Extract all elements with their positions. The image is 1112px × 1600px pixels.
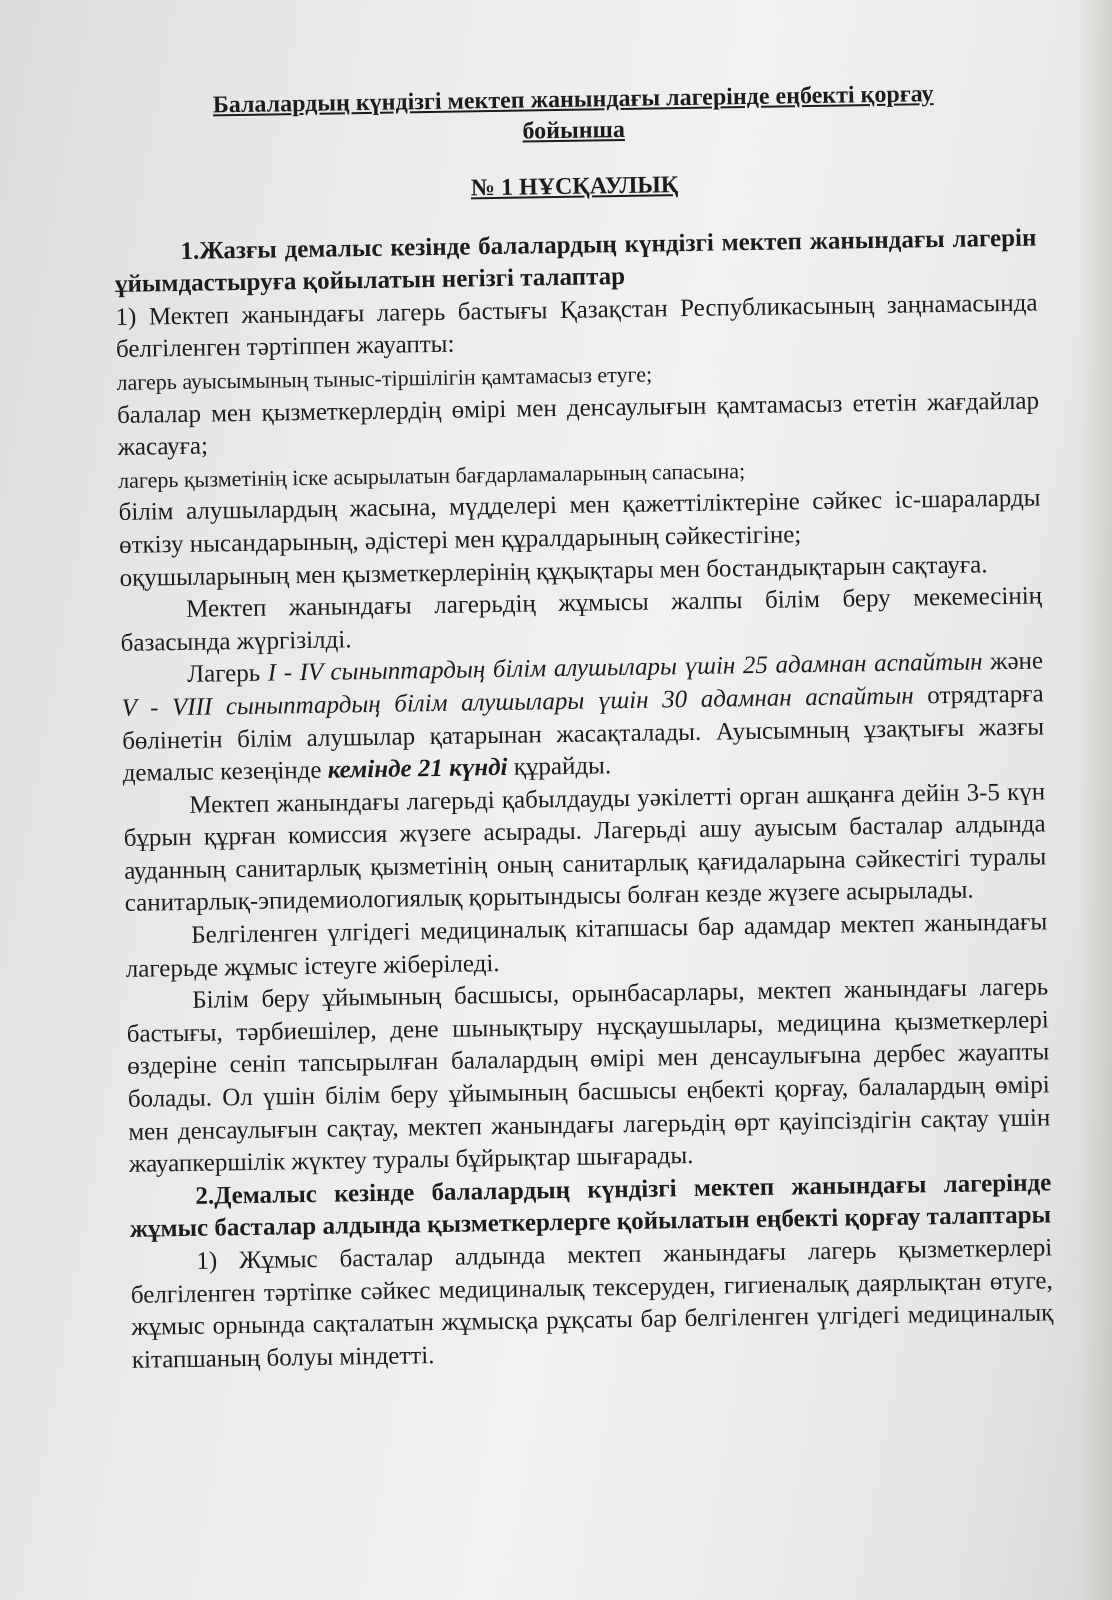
paragraph: 1) Мектеп жанындағы лагерь бастығы Қазақстан Республикасының заңнамасында белгіленген тәртіппен жауапты: xyxy=(115,289,1038,364)
paragraph: Білім беру ұйымының басшысы, орынбасарлары, мектеп жанындағы лагерь бастығы, тәрбиешілер, дене шынықтыру нұсқаушылары, медицина қызметкерлері өздеріне сеніп тапсырылған балалардың өмірі мен денсаулығына дербес жауапты болады. Ол үшін білім беру ұйымының басшысы еңбекті қорғау, балалардың өмірі мен денсаулығын сақтау, мектеп жанындағы лагерьдің өрт қауіпсіздігін сақтау үшін жауапкершілік жүктеу туралы бұйрықтар шығарады. xyxy=(126,973,1051,1179)
paragraph: білім алушылардың жасына, мүдделері мен қажеттіліктеріне сәйкес іс-шараларды өткізу нысандарының, әдістері мен құралдарының сәйкестігіне; xyxy=(118,484,1041,559)
document-body xyxy=(112,78,1054,1378)
paragraph: оқушыларының мен қызметкерлерінің құқықтары мен бостандықтарын сақтауға. xyxy=(119,550,988,592)
title-line-2: бойынша xyxy=(522,116,626,145)
document-title xyxy=(112,78,1035,154)
paragraph: лагерь қызметінің іске асырылатын бағдарламаларының сапасына; xyxy=(117,457,746,493)
paragraph: Мектеп жанындағы лагерьдің жұмысы жалпы білім беру мекемесінің базасында жүргізілді. xyxy=(120,582,1043,657)
paragraph: Мектеп жанындағы лагерьді қабылдауды уәкілетті орган ашқанға дейін 3-5 күн бұрын құрған комиссия жүзеге асырады. Лагерьді ашу ауысым басталар алдында ауданның санитарлық қызметінің оның санитарлық қағидаларына сәйкестігі туралы санитарлық-эпидемиологиялық қорытындысы болған кезде жүзеге асырылады. xyxy=(123,778,1047,918)
paragraph: лагерь ауысымының тыныс-тіршілігін қамтамасыз етуге; xyxy=(116,361,653,395)
paragraph: 1) Жұмыс басталар алдында мектеп жанындағы лагерь қызметкерлері белгіленген тәртіпке сәйкес медициналық тексеруден, гигиеналық даярлықтан өтуге, жұмыс орнында сақталатын жұмысқа рұқсаты бар белгіленген үлгідегі медициналық кітапшаның болуы міндетті. xyxy=(130,1234,1054,1374)
paragraph-camp-groups: Лагерь I - IV сыныптардың білім алушылары үшін 25 адамнан аспайтын және V - VIII сыныптардың білім алушылары үшін 30 адамнан аспайтын отрядтарға бөлінетін білім алушылар қатарынан жасақталады. Ауысымның ұзақтығы жазғы демалыс кезеңінде кемінде 21 күнді құрайды. xyxy=(121,647,1045,788)
page-edge-shadow xyxy=(1078,0,1112,1600)
document-subtitle: № 1 НҰСҚАУЛЫҚ xyxy=(470,172,679,202)
paragraph: балалар мен қызметкерлердің өмірі мен денсаулығын қамтамасыз ететін жағдайлар жасауға; xyxy=(116,387,1040,462)
title-line-1: Балалардың күндізгі мектеп жанындағы лагерінде еңбекті қорғау xyxy=(212,81,934,119)
paragraph: Белгіленген үлгідегі медициналық кітапшасы бар адамдар мектеп жанындағы лагерьде жұмыс істеуге жіберіледі. xyxy=(125,908,1048,983)
section-1-heading: 1.Жазғы демалыс кезінде балалардың күндізгі мектеп жанындағы лагерін ұйымдастыруға қойылатын негізгі талаптар xyxy=(114,224,1037,299)
section-2-heading: 2.Демалыс кезінде балалардың күндізгі мектеп жанындағы лагерінде жұмыс басталар алдында қызметкерлерге қойылатын еңбекті қорғау талаптары xyxy=(129,1169,1052,1244)
